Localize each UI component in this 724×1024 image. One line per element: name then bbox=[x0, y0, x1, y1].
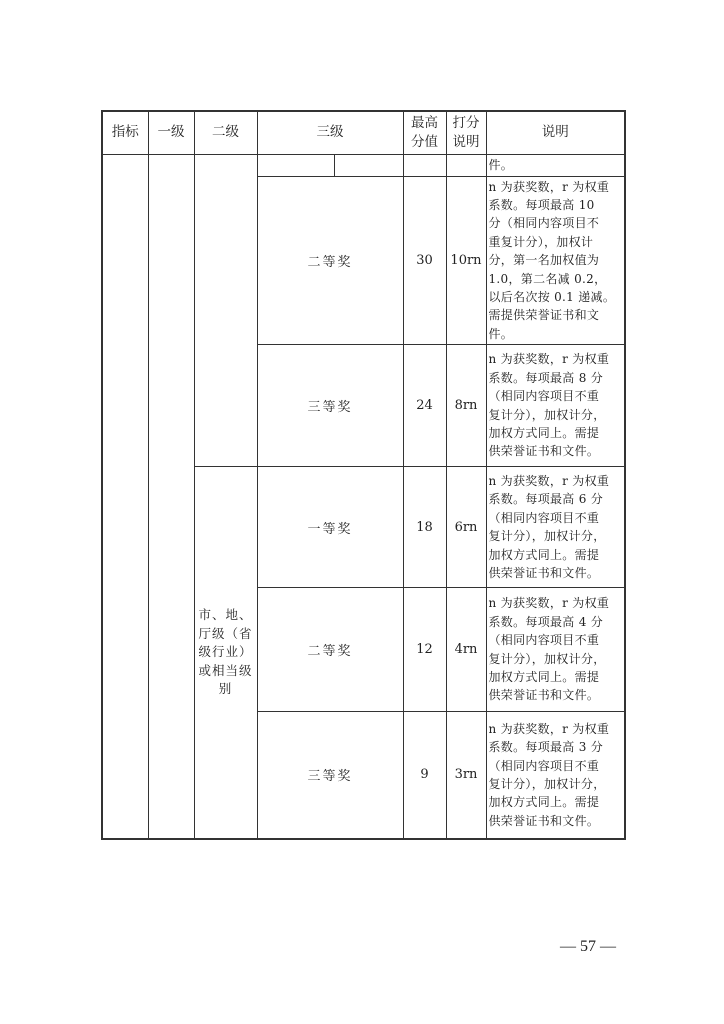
scoring-table bbox=[101, 110, 626, 840]
table-row bbox=[102, 154, 625, 176]
award-level: 三等奖 bbox=[257, 712, 403, 839]
header-level2: 二级 bbox=[194, 111, 257, 154]
description-cell: n 为获奖数，r 为权重 系数。每项最高 10 分（相同内容项目不 重复计分），加权计 分，第一名加权值为 1.0，第二名减 0.2， 以后名次按 0.1 递减。 需提供荣誉证书和文 件。 bbox=[486, 176, 625, 345]
score-formula: 10rn bbox=[446, 176, 486, 345]
award-level: 三等奖 bbox=[257, 345, 403, 467]
description-cell: 件。 bbox=[486, 154, 625, 176]
header-scoring-note: 打分 说明 bbox=[446, 111, 486, 154]
description-cell: n 为获奖数，r 为权重 系数。每项最高 6 分 （相同内容项目不重 复计分），加权计分， 加权方式同上。需提 供荣誉证书和文件。 bbox=[486, 467, 625, 588]
header-indicator: 指标 bbox=[102, 111, 148, 154]
max-score: 9 bbox=[403, 712, 446, 839]
description-cell: n 为获奖数，r 为权重 系数。每项最高 3 分 （相同内容项目不重 复计分），加权计分， 加权方式同上。需提 供荣誉证书和文件。 bbox=[486, 712, 625, 839]
description-cell: n 为获奖数，r 为权重 系数。每项最高 4 分 （相同内容项目不重 复计分），加权计分， 加权方式同上。需提 供荣誉证书和文件。 bbox=[486, 588, 625, 712]
score-formula: 8rn bbox=[446, 345, 486, 467]
max-score: 30 bbox=[403, 176, 446, 345]
description-cell: n 为获奖数，r 为权重 系数。每项最高 8 分 （相同内容项目不重 复计分），加权计分， 加权方式同上。需提 供荣誉证书和文件。 bbox=[486, 345, 625, 467]
score-note-cell bbox=[446, 154, 486, 176]
max-score-cell bbox=[403, 154, 446, 176]
level3-cell bbox=[257, 154, 334, 176]
level3-sub-cell bbox=[334, 154, 403, 176]
header-max-score: 最高 分值 bbox=[403, 111, 446, 154]
max-score: 12 bbox=[403, 588, 446, 712]
score-formula: 4rn bbox=[446, 588, 486, 712]
header-row bbox=[102, 111, 625, 154]
level2-cell-upper bbox=[194, 154, 257, 467]
indicator-cell bbox=[102, 154, 148, 839]
score-formula: 6rn bbox=[446, 467, 486, 588]
page-number: — 57 — bbox=[560, 938, 616, 955]
score-formula: 3rn bbox=[446, 712, 486, 839]
header-description: 说明 bbox=[486, 111, 625, 154]
max-score: 18 bbox=[403, 467, 446, 588]
award-level: 二等奖 bbox=[257, 588, 403, 712]
header-level3: 三级 bbox=[257, 111, 403, 154]
award-level: 二等奖 bbox=[257, 176, 403, 345]
header-level1: 一级 bbox=[148, 111, 194, 154]
max-score: 24 bbox=[403, 345, 446, 467]
level1-cell bbox=[148, 154, 194, 839]
award-level: 一等奖 bbox=[257, 467, 403, 588]
level2-city-level: 市、地、 厅级（省 级行业） 或相当级 别 bbox=[194, 467, 257, 839]
